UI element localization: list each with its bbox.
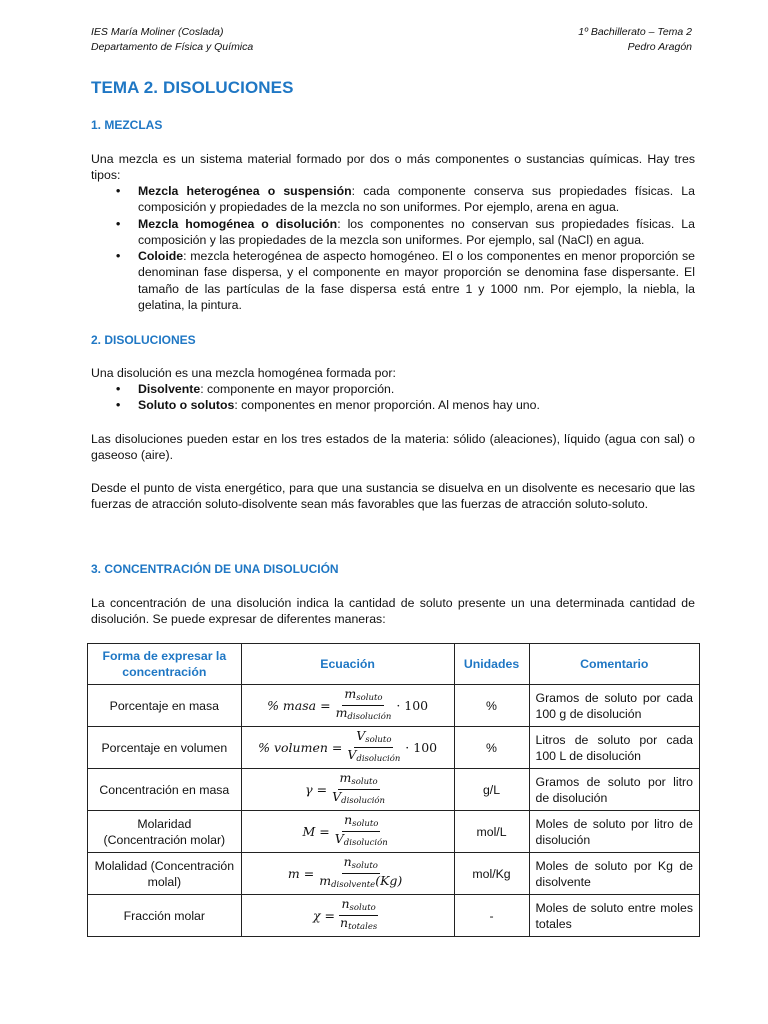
cell-unidades: mol/Kg <box>454 853 529 895</box>
cell-ecuacion <box>241 895 454 937</box>
fraction-denominator <box>334 706 394 724</box>
table-row <box>88 769 700 811</box>
equation-fraction <box>333 813 390 850</box>
cell-forma: Molalidad (Concentración molal) <box>88 853 242 895</box>
list-item <box>91 381 695 397</box>
section1-bullet-list <box>91 183 695 313</box>
fraction-numerator <box>354 729 393 748</box>
section2-intro: Una disolución es una mezcla homogénea formada por: <box>91 366 396 380</box>
denominator-symbol: V <box>334 831 344 846</box>
equation-lhs: M = <box>302 823 330 839</box>
equation-lhs: m = <box>287 865 315 881</box>
numerator-subscript: soluto <box>356 693 383 703</box>
concentration-table <box>87 643 700 937</box>
table-row <box>88 727 700 769</box>
numerator-symbol: n <box>344 812 353 827</box>
equation-lhs: % volumen = <box>258 739 343 755</box>
equation-fraction <box>345 729 402 766</box>
denominator-symbol: n <box>340 915 349 930</box>
numerator-symbol: V <box>356 728 366 743</box>
equation <box>303 813 393 850</box>
bullet-text: : componentes en menor proporción. Al menos hay uno. <box>234 398 540 413</box>
equation <box>288 855 407 892</box>
fraction-numerator <box>339 897 377 916</box>
bullet-term: Mezcla heterogénea o suspensión <box>138 184 352 198</box>
fraction-numerator <box>338 771 380 790</box>
header-department: Departamento de Física y Química <box>91 41 254 53</box>
section2-bullet-list <box>91 381 695 414</box>
cell-comentario: Gramos de soluto por cada 100 g de disolución <box>529 685 700 727</box>
equation-lhs: % masa = <box>267 697 331 713</box>
denominator-subscript: disolvente <box>331 880 376 890</box>
header-school: IES María Moliner (Coslada) <box>91 26 224 38</box>
table-header-row <box>88 644 700 685</box>
cell-ecuacion <box>241 685 454 727</box>
numerator-subscript: soluto <box>352 819 379 829</box>
equation <box>267 687 428 724</box>
section1-intro: Una mezcla es un sistema material formado por dos o más componentes o sustancias químicas. Hay tres tipos: <box>91 152 695 183</box>
bullet-icon: • <box>116 398 121 413</box>
column-header-ecuacion: Ecuación <box>241 644 454 685</box>
column-header-unidades: Unidades <box>454 644 529 685</box>
cell-ecuacion <box>241 853 454 895</box>
denominator-symbol: m <box>319 873 332 888</box>
cell-ecuacion <box>241 769 454 811</box>
numerator-subscript: soluto <box>351 861 378 871</box>
bullet-icon: • <box>116 382 121 396</box>
fraction-denominator <box>333 832 390 850</box>
cell-ecuacion <box>241 727 454 769</box>
header-course: 1º Bachillerato – Tema 2 <box>578 26 692 38</box>
denominator-subscript: disolución <box>356 754 401 764</box>
cell-ecuacion <box>241 811 454 853</box>
equation <box>313 897 382 934</box>
cell-forma: Molaridad (Concentración molar) <box>88 811 242 853</box>
denominator-subscript: disolución <box>343 838 388 848</box>
fraction-denominator <box>345 748 402 766</box>
numerator-symbol: m <box>339 770 352 785</box>
numerator-subscript: soluto <box>351 777 378 787</box>
list-item <box>91 216 695 249</box>
section-heading-mezclas: 1. MEZCLAS <box>91 118 163 132</box>
section3-intro: La concentración de una disolución indica la cantidad de soluto presente un una determinada cantidad de disolución. Se puede expresar de diferentes maneras: <box>91 596 695 627</box>
cell-comentario: Moles de soluto entre moles totales <box>529 895 700 937</box>
equation-fraction <box>334 687 394 724</box>
bullet-text: : cada componente conserva sus propiedades físicas. La composición y propiedades de la mezcla no son uniformes. Por ejemplo, arena en agua. <box>138 184 695 215</box>
fraction-numerator <box>342 855 380 874</box>
equation-rhs: · 100 <box>405 739 438 755</box>
denominator-symbol: V <box>332 789 342 804</box>
cell-unidades: % <box>454 685 529 727</box>
table-row <box>88 685 700 727</box>
equation-fraction <box>338 897 379 934</box>
table-row <box>88 811 700 853</box>
equation-fraction <box>317 855 404 892</box>
cell-comentario: Moles de soluto por litro de disolución <box>529 811 700 853</box>
fraction-numerator <box>342 687 384 706</box>
cell-forma: Concentración en masa <box>88 769 242 811</box>
denominator-subscript: disolución <box>341 796 386 806</box>
cell-unidades: % <box>454 727 529 769</box>
column-header-comentario: Comentario <box>529 644 700 685</box>
denominator-subscript: disolución <box>347 712 392 722</box>
bullet-text: : mezcla heterogénea de aspecto homogéneo. El o los componentes en menor proporción se denominan fase dispersa, y el componente en mayor proporción se denomina fase dispersante. El tamaño de las partículas de la fase dispersa está entre 1 y 1000 nm. Por ejemplo, la niebla, la gelatina, la pintura. <box>138 249 695 313</box>
denominator-unit: (Kg) <box>375 873 403 888</box>
cell-forma: Porcentaje en volumen <box>88 727 242 769</box>
list-item <box>91 397 695 413</box>
table-body <box>88 685 700 937</box>
section-heading-concentracion: 3. CONCENTRACIÓN DE UNA DISOLUCIÓN <box>91 562 339 576</box>
equation-lhs: χ = <box>312 907 336 923</box>
header-left <box>91 25 253 55</box>
fraction-numerator <box>342 813 380 832</box>
equation <box>305 771 390 808</box>
equation <box>258 729 437 766</box>
denominator-symbol: m <box>335 705 348 720</box>
cell-comentario: Moles de soluto por Kg de disolvente <box>529 853 700 895</box>
cell-unidades: - <box>454 895 529 937</box>
equation-fraction <box>330 771 387 808</box>
table-row <box>88 853 700 895</box>
numerator-symbol: m <box>344 686 357 701</box>
bullet-icon: • <box>116 184 121 198</box>
numerator-subscript: soluto <box>349 903 376 913</box>
denominator-subscript: totales <box>348 922 378 932</box>
page-title: TEMA 2. DISOLUCIONES <box>91 78 294 97</box>
header-right <box>578 25 692 55</box>
column-header-forma: Forma de expresar la concentración <box>88 644 242 685</box>
cell-forma: Porcentaje en masa <box>88 685 242 727</box>
bullet-text: : componente en mayor proporción. <box>200 382 395 396</box>
bullet-term: Coloide <box>138 249 184 264</box>
fraction-denominator <box>317 874 404 892</box>
bullet-term: Soluto o solutos <box>138 398 235 413</box>
list-item <box>91 183 695 216</box>
numerator-symbol: n <box>341 896 350 911</box>
bullet-icon: • <box>116 249 121 264</box>
denominator-symbol: V <box>347 747 357 762</box>
section2-paragraph-energy: Desde el punto de vista energético, para que una sustancia se disuelva en un disolvente es necesario que las fuerzas de atracción soluto-disolvente sean más favorables que las fuerzas de atracción soluto-soluto. <box>91 481 695 512</box>
fraction-denominator <box>330 790 387 808</box>
cell-comentario: Litros de soluto por cada 100 L de disolución <box>529 727 700 769</box>
numerator-subscript: soluto <box>365 735 392 745</box>
section2-paragraph-states: Las disoluciones pueden estar en los tres estados de la materia: sólido (aleaciones), líquido (agua con sal) o gaseoso (aire). <box>91 432 695 463</box>
section-heading-disoluciones: 2. DISOLUCIONES <box>91 333 196 347</box>
table-row <box>88 895 700 937</box>
equation-rhs: · 100 <box>396 697 429 713</box>
header-author: Pedro Aragón <box>627 41 692 53</box>
bullet-term: Disolvente <box>138 382 201 396</box>
fraction-denominator <box>338 916 379 934</box>
cell-unidades: mol/L <box>454 811 529 853</box>
bullet-icon: • <box>116 216 121 231</box>
bullet-text: : los componentes no conservan sus propiedades físicas. La composición y las propiedades de la mezcla son uniformes. Por ejemplo, sal (NaCl) en agua. <box>138 216 695 247</box>
cell-comentario: Gramos de soluto por litro de disolución <box>529 769 700 811</box>
cell-forma: Fracción molar <box>88 895 242 937</box>
numerator-symbol: n <box>343 854 352 869</box>
cell-unidades: g/L <box>454 769 529 811</box>
bullet-term: Mezcla homogénea o disolución <box>138 216 338 231</box>
list-item <box>91 248 695 313</box>
equation-lhs: γ = <box>305 781 328 797</box>
